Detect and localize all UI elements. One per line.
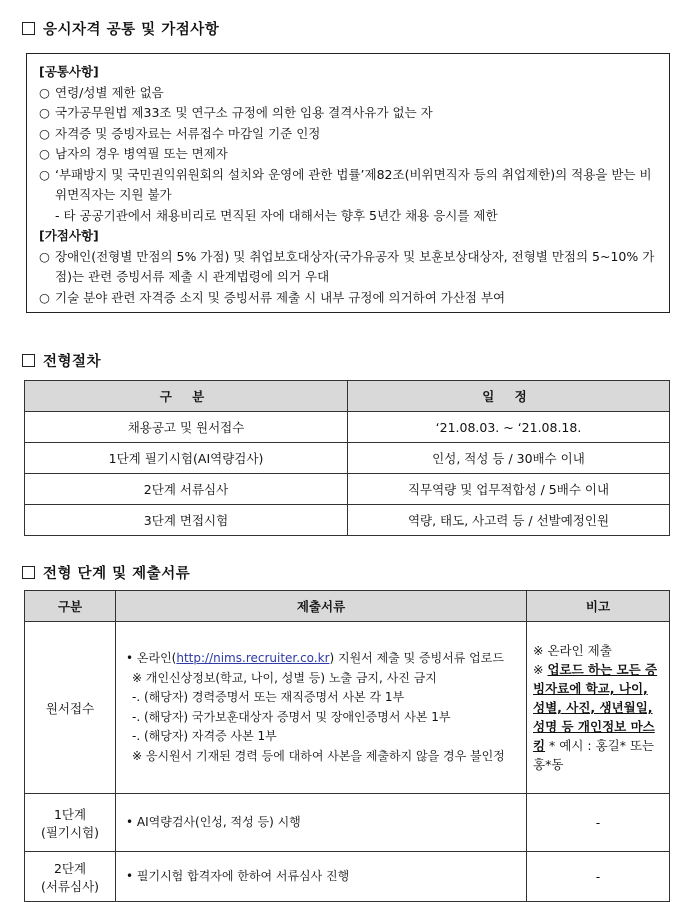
header-cell: 제출서류 [116, 591, 527, 622]
docs-cell: • AI역량검사(인성, 적성 등) 시행 [116, 794, 527, 852]
section-title-process [22, 350, 101, 371]
section-title-documents [22, 562, 190, 583]
circle-bullet-icon: ○ [39, 84, 50, 100]
checkbox-square-icon [22, 22, 35, 35]
table-row [25, 794, 670, 852]
checkbox-square-icon [22, 566, 35, 579]
list-item: ○ 장애인(전형별 만점의 5% 가점) 및 취업보호대상자(국가유공자 및 보훈보상대상자, 전형별 만점의 5~10% 가점)는 관련 증빙서류 제출 시 관계법령에 의거 우대 [39, 247, 659, 288]
section-title-text: 전형 단계 및 제출서류 [43, 566, 191, 582]
note-cell: ※ 온라인 제출 ※ 업로드 하는 모든 증빙자료에 학교, 나이, 성별, 사진, 생년월일, 성명 등 개인정보 마스킹 * 예시 : 홍길* 또는 홍*동 [527, 622, 670, 794]
table-row [25, 852, 670, 902]
circle-bullet-icon: ○ [39, 105, 50, 120]
section-title-text: 전형절차 [43, 354, 102, 370]
common-header: [공통사항] [39, 64, 99, 79]
process-table [24, 380, 670, 536]
table-row: 3단계 면접시험 역량, 태도, 사고력 등 / 선발예정인원 [25, 505, 670, 536]
list-item: ○ 자격증 및 증빙자료는 서류접수 마감일 기준 인정 [39, 124, 659, 145]
docs-cell: • 필기시험 합격자에 한하여 서류심사 진행 [116, 852, 527, 902]
section-title-text: 응시자격 공통 및 가점사항 [43, 22, 220, 38]
stage-cell: 2단계 (서류심사) [25, 852, 116, 902]
header-cell: 구분 [25, 591, 116, 622]
table-header-row [25, 381, 670, 412]
list-item: ○ 국가공무원법 제33조 및 연구소 규정에 의한 임용 결격사유가 없는 자 [39, 103, 659, 124]
list-item: ○ 연령/성별 제한 없음 [39, 83, 659, 104]
circle-bullet-icon: ○ [39, 146, 50, 161]
checkbox-square-icon [22, 354, 35, 367]
circle-bullet-icon: ○ [39, 125, 50, 141]
stage-cell: 원서접수 [25, 622, 116, 794]
header-cell: 일 정 [348, 381, 670, 412]
table-row: 1단계 필기시험(AI역량검사) 인성, 적성 등 / 30배수 이내 [25, 443, 670, 474]
note-cell: - [527, 852, 670, 902]
circle-bullet-icon: ○ [39, 248, 50, 264]
table-header-row [25, 591, 670, 622]
header-cell: 구 분 [25, 381, 348, 412]
table-row: 채용공고 및 원서접수 ‘21.08.03. ~ ‘21.08.18. [25, 412, 670, 443]
docs-cell: • 온라인(http://nims.recruiter.co.kr) 지원서 제출 및 증빙서류 업로드 ※ 개인신상정보(학교, 나이, 성별 등) 노출 금지, 사진 금지 -. (해당자) 경력증명서 또는 재직증명서 사본 각 1부 -. (해당자) 국가보훈대상자 증명서 및 장애인증명서 사본 1부 -. (해당자) 자격증 사본 1부 ※ 응시원서 기재된 경력 등에 대하여 사본을 제출하지 않을 경우 불인정 [116, 622, 527, 794]
table-row: 2단계 서류심사 직무역량 및 업무적합성 / 5배수 이내 [25, 474, 670, 505]
list-item: ○ 남자의 경우 병역필 또는 면제자 [39, 144, 659, 165]
list-sub-item: - 타 공공기관에서 채용비리로 면직된 자에 대해서는 향후 5년간 채용 응시를 제한 [55, 207, 498, 223]
list-item: ○ 기술 분야 관련 자격증 소지 및 증빙서류 제출 시 내부 규정에 의거하여 가산점 부여 [39, 288, 659, 309]
qualification-panel [26, 53, 670, 313]
bonus-header: [가점사항] [39, 228, 99, 243]
documents-table [24, 590, 670, 902]
circle-bullet-icon: ○ [39, 289, 50, 305]
section-title-qualification [22, 18, 219, 39]
recruiter-link[interactable]: http://nims.recruiter.co.kr [176, 651, 330, 665]
note-cell: - [527, 794, 670, 852]
list-item: ○ ‘부패방지 및 국민권익위원회의 설치와 운영에 관한 법률’제82조(비위면직자 등의 취업제한)의 적용을 받는 비위면직자는 지원 불가 [39, 165, 659, 206]
table-row [25, 622, 670, 794]
circle-bullet-icon: ○ [39, 166, 50, 182]
stage-cell: 1단계 (필기시험) [25, 794, 116, 852]
header-cell: 비고 [527, 591, 670, 622]
